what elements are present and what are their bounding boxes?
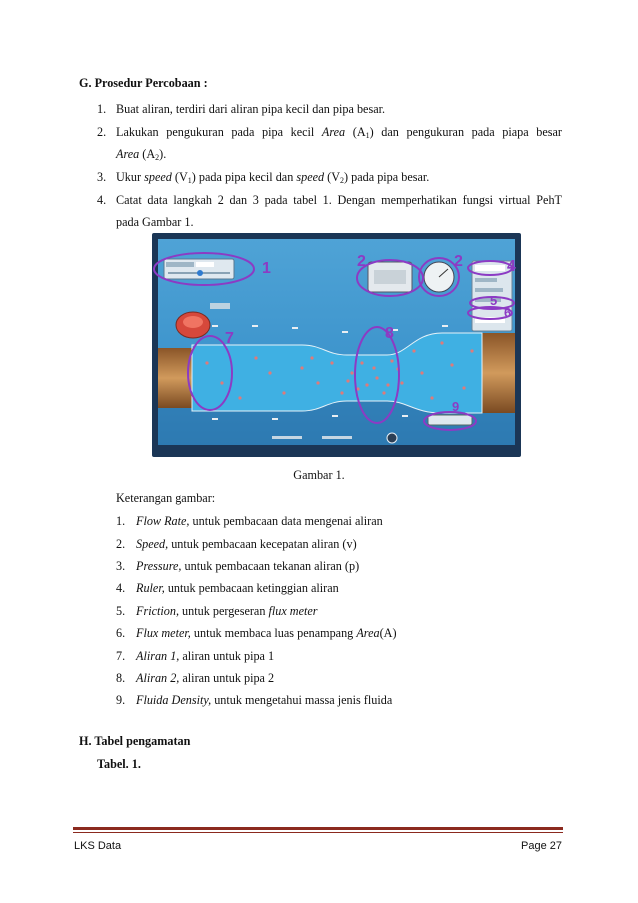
right-pipe-end	[482, 333, 515, 413]
legend-item-2: Speed, untuk pembacaan kecepatan aliran (v)	[136, 537, 357, 551]
annotation-label-6: 6	[504, 305, 512, 320]
left-pipe-end	[158, 348, 192, 408]
legend-item-9: Fluida Density, untuk mengetahui massa jenis fluida	[136, 693, 393, 707]
legend-item-7-number: 7.	[116, 649, 126, 663]
annotation-label-5: 5	[490, 293, 498, 308]
legend-item-6-number: 6.	[116, 626, 126, 640]
legend-item-5-number: 5.	[116, 604, 126, 618]
annotation-label-8: 8	[385, 325, 394, 342]
annotation-label-4: 4	[507, 258, 516, 275]
annotation-label-1: 1	[262, 260, 271, 277]
step-2-line-1: Lakukan pengukuran pada pipa kecil Area $(A_1)$ dan pengukuran pada piapa besar	[116, 125, 562, 140]
simulation-screenshot	[152, 233, 521, 457]
footer-rule-thin	[73, 832, 563, 833]
legend-item-3-number: 3.	[116, 559, 126, 573]
step-3-number: 3.	[97, 170, 107, 184]
step-3-text: Ukur speed $(V_1)$ pada pipa kecil dan speed $(V_2)$ pada pipa besar.	[116, 170, 430, 185]
annotation-label-2a: 2	[357, 253, 366, 270]
legend-item-6: Flux meter, untuk membaca luas penampang Area(A)	[136, 626, 397, 640]
step-4-number: 4.	[97, 193, 107, 207]
legend-item-3: Pressure, untuk pembacaan tekanan aliran (p)	[136, 559, 360, 573]
legend-item-8: Aliran 2, aliran untuk pipa 2	[136, 671, 275, 685]
legend-item-4-number: 4.	[116, 581, 126, 595]
legend-item-4: Ruler, untuk pembacaan ketinggian aliran	[136, 581, 339, 595]
footer-title: LKS Data	[74, 840, 122, 852]
legend-item-7: Aliran 1, aliran untuk pipa 1	[136, 649, 275, 663]
step-1-text: Buat aliran, terdiri dari aliran pipa kecil dan pipa besar.	[116, 102, 386, 116]
page-number: Page 27	[521, 840, 562, 852]
step-4-line-1: Catat data langkah 2 dan 3 pada tabel 1. Dengan memperhatikan fungsi virtual PehT	[116, 193, 562, 207]
annotation-label-7: 7	[225, 330, 234, 347]
annotation-label-2b: 2	[454, 253, 463, 270]
step-4-line-2: pada Gambar 1.	[116, 215, 194, 229]
annotation-label-9: 9	[452, 399, 460, 414]
step-2-line-2: Area $(A_2)$.	[116, 147, 167, 162]
section-h-heading: H. Tabel pengamatan	[79, 734, 191, 748]
legend-item-1: Flow Rate, untuk pembacaan data mengenai aliran	[136, 514, 383, 528]
table-title: Tabel. 1.	[97, 757, 141, 771]
footer-rule-thick	[73, 827, 563, 830]
fluid-flow-simulation	[152, 233, 521, 457]
step-1-number: 1.	[97, 102, 107, 116]
legend-heading: Keterangan gambar:	[116, 491, 216, 505]
step-2-number: 2.	[97, 125, 107, 139]
figure-caption: Gambar 1.	[293, 468, 345, 482]
section-g-heading: G. Prosedur Percobaan :	[79, 76, 208, 90]
legend-item-2-number: 2.	[116, 537, 126, 551]
legend-item-5: Friction, untuk pergeseran flux meter	[136, 604, 318, 618]
legend-item-8-number: 8.	[116, 671, 126, 685]
legend-item-9-number: 9.	[116, 693, 126, 707]
legend-item-1-number: 1.	[116, 514, 126, 528]
